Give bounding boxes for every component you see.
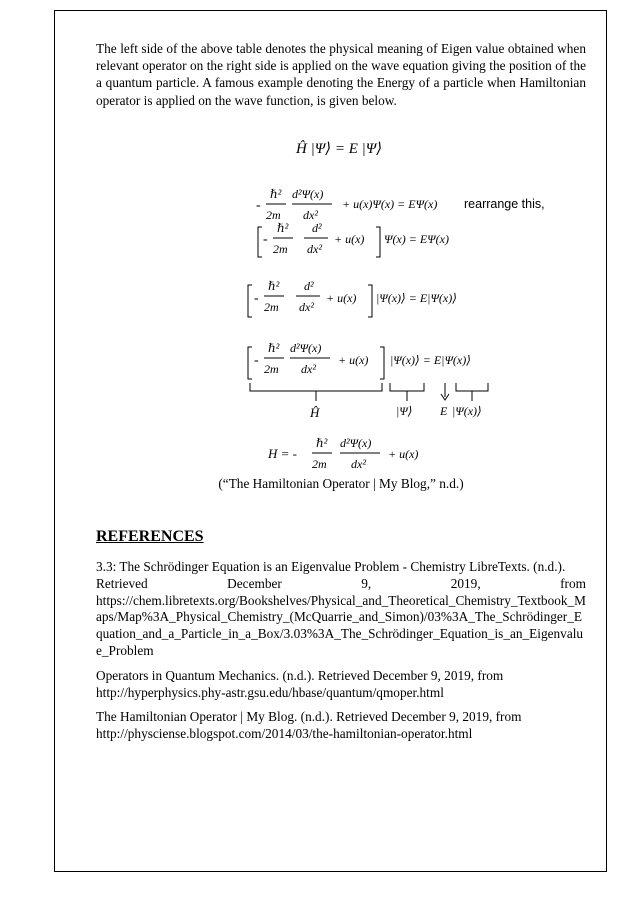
reference-text: Operators in Quantum Mechanics. (n.d.). Retrieved December 9, 2019, from xyxy=(96,667,504,683)
eq4-rhs: |Ψ(x)⟩ = E|Ψ(x)⟩ xyxy=(376,291,457,305)
eq2-2m: 2m xyxy=(266,208,281,222)
reference-url[interactable]: http://physciense.blogspot.com/2014/03/the-hamiltonian-operator.html xyxy=(96,726,473,742)
eq3-plus-u: + u(x) xyxy=(334,232,365,246)
eq2-d2psi: d²Ψ(x) xyxy=(292,187,324,201)
eq3-d2: d² xyxy=(312,221,322,235)
label-energy: E xyxy=(440,404,448,418)
eq6-plus-u: + u(x) xyxy=(388,447,419,461)
references-list xyxy=(96,559,586,751)
eq5-2m: 2m xyxy=(264,362,279,376)
reference-word: December xyxy=(227,575,282,591)
eq3-hbar2: ℏ² xyxy=(277,221,289,235)
reference-retrieved-line xyxy=(96,576,586,593)
eq4-2m: 2m xyxy=(264,300,279,314)
reference-title: 3.3: The Schrödinger Equation is an Eigenvalue Problem - Chemistry LibreTexts. (n.d.). xyxy=(96,559,566,574)
eq5-plus-u: + u(x) xyxy=(338,353,369,367)
eq5-rhs: |Ψ(x)⟩ = E|Ψ(x)⟩ xyxy=(390,353,471,367)
references-heading: REFERENCES xyxy=(96,528,204,545)
eq2-hbar2: ℏ² xyxy=(270,187,282,201)
eq6-dx2: dx² xyxy=(351,457,366,471)
eq2-rearrange: rearrange this, xyxy=(464,197,545,211)
intro-paragraph: The left side of the above table denotes the physical meaning of Eigen value obtained when relevant operator on the right side is applied on the wave equation giving the position of the a quantum particle. A famous example denoting the Energy of a particle when Hamiltonian operator is applied on the wave function, is given below. xyxy=(96,41,586,108)
label-ket-x: |Ψ(x)⟩ xyxy=(452,404,482,418)
page-content xyxy=(96,40,586,742)
reference-word: 9, xyxy=(361,575,372,591)
eq5-d2psi: d²Ψ(x) xyxy=(290,341,322,355)
eq4-plus-u: + u(x) xyxy=(326,291,357,305)
eq2-rhs: + u(x)Ψ(x) = EΨ(x) xyxy=(342,197,438,211)
figure-citation: (“The Hamiltonian Operator | My Blog,” n.d.) xyxy=(218,476,464,491)
eq4-dx2: dx² xyxy=(299,300,314,314)
reference-word: Retrieved xyxy=(96,575,148,591)
eq5-dx2: dx² xyxy=(301,362,316,376)
eq2-dx2: dx² xyxy=(303,208,318,222)
reference-item xyxy=(96,559,586,660)
eq4-hbar2: ℏ² xyxy=(268,279,280,293)
eq3-dx2: dx² xyxy=(307,242,322,256)
reference-item xyxy=(96,709,586,743)
reference-word: from xyxy=(560,575,586,591)
eq5-hbar2: ℏ² xyxy=(268,341,280,355)
label-ket: |Ψ⟩ xyxy=(396,404,413,418)
reference-url[interactable]: http://hyperphysics.phy-astr.gsu.edu/hbase/quantum/qmoper.html xyxy=(96,684,444,700)
eq6-lhs: H = - xyxy=(268,446,297,461)
eq3-rhs: Ψ(x) = EΨ(x) xyxy=(384,232,449,246)
eq4-d2: d² xyxy=(304,279,314,293)
eq4-minus: - xyxy=(254,291,259,306)
eq3-minus: - xyxy=(263,232,268,247)
label-hamiltonian: Ĥ xyxy=(310,405,320,420)
eq5-minus: - xyxy=(254,353,259,368)
equation-block xyxy=(96,127,586,502)
reference-url[interactable]: https://chem.libretexts.org/Bookshelves/Physical_and_Theoretical_Chemistry_Textbook_Maps/Map%3A_Physical_Chemistry_(McQuarrie_and_Simon)/03%3A_The_Schrödinger_Equation_and_a_Particle_in_a_Box/3.03%3A_The_Schrödinger_Equation_is_an_Eigenvalue_Problem xyxy=(96,592,586,658)
eq1: Ĥ |Ψ⟩ = E |Ψ⟩ xyxy=(296,141,383,157)
eq6-hbar2: ℏ² xyxy=(316,436,328,450)
eq6-2m: 2m xyxy=(312,457,327,471)
eq2-minus: - xyxy=(256,198,261,213)
reference-item xyxy=(96,668,586,702)
hamiltonian-equations-figure xyxy=(96,127,586,477)
reference-word: 2019, xyxy=(450,575,481,591)
eq6-d2psi: d²Ψ(x) xyxy=(340,436,372,450)
eq3-2m: 2m xyxy=(273,242,288,256)
reference-text: The Hamiltonian Operator | My Blog. (n.d.). Retrieved December 9, 2019, from xyxy=(96,709,522,725)
